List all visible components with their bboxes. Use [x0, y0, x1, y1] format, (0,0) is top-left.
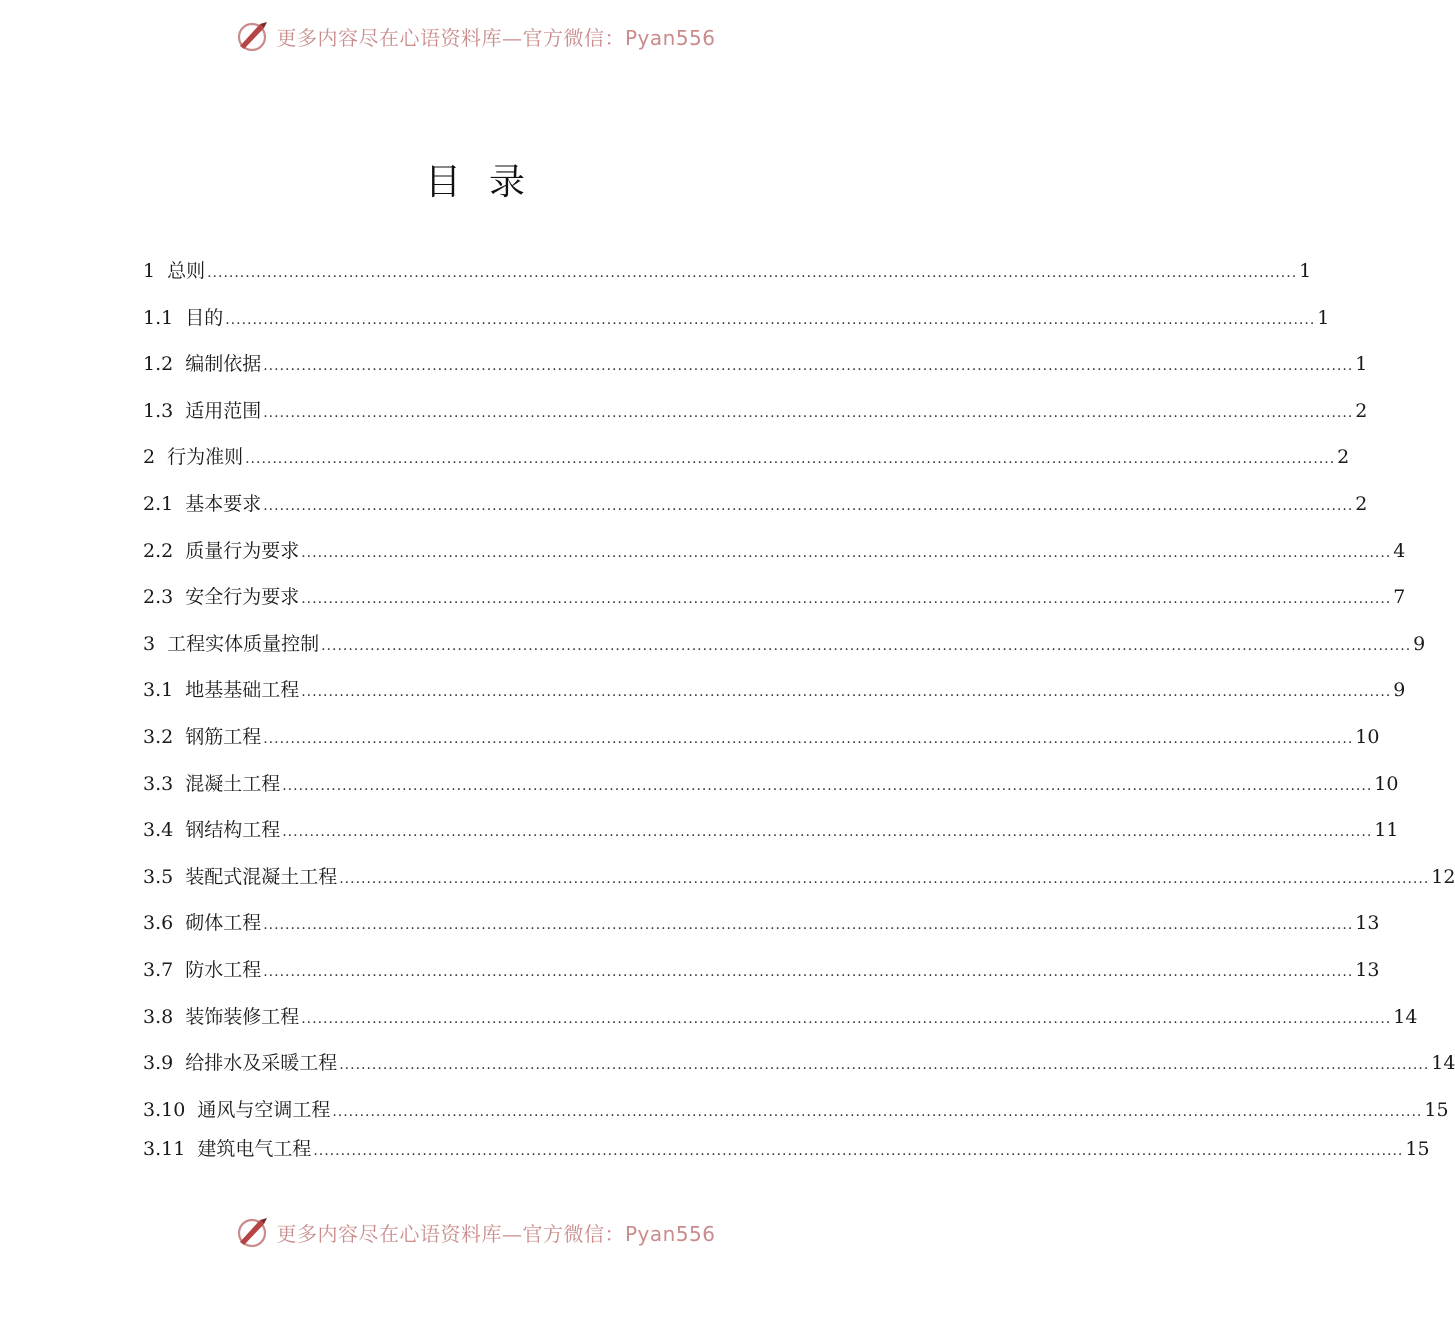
toc-entry[interactable] [143, 248, 1312, 295]
toc-leader-dots: ........................................................................................................................................................................................................ [332, 1103, 1423, 1120]
toc-entry-number: 2.2 [143, 539, 174, 562]
toc-entry-number: 2 [143, 446, 156, 469]
toc-entry-label: 目的 [185, 306, 224, 329]
toc-entry-label: 通风与空调工程 [197, 1098, 331, 1121]
toc-entry-page: 1 [1355, 353, 1368, 376]
toc-entry-number: 3.9 [143, 1052, 174, 1075]
toc-entry-number: 1 [143, 260, 156, 282]
toc-entry-page: 14 [1431, 1052, 1455, 1075]
toc-leader-dots: ........................................................................................................................................................................................................ [207, 265, 1298, 281]
toc-entry-number: 3.4 [143, 819, 174, 842]
toc-entry-label: 装饰装修工程 [185, 1005, 300, 1028]
banner-wechat-handle: Pyan556 [624, 1221, 716, 1246]
toc-entry[interactable] [143, 854, 1455, 901]
toc-entry-label: 钢结构工程 [185, 819, 281, 842]
toc-entry[interactable] [143, 714, 1380, 761]
toc-entry-number: 1.2 [143, 353, 174, 376]
toc-entry[interactable] [143, 481, 1368, 528]
toc-entry[interactable] [143, 947, 1380, 994]
pen-logo-icon [234, 18, 270, 54]
toc-leader-dots: ........................................................................................................................................................................................................ [321, 637, 1412, 654]
banner-wechat-handle: Pyan556 [624, 25, 716, 50]
toc-leader-dots: ........................................................................................................................................................................................................ [245, 451, 1336, 468]
toc-entry-label: 质量行为要求 [185, 539, 300, 562]
toc-entry-page: 1 [1299, 260, 1312, 282]
table-of-contents [143, 248, 1455, 1166]
toc-entry-number: 2.3 [143, 586, 174, 609]
toc-entry-label: 适用范围 [185, 399, 262, 422]
banner-text: 更多内容尽在心语资料库—官方微信：Pyan556 [276, 1221, 716, 1246]
toc-entry-page: 11 [1374, 819, 1399, 842]
toc-entry[interactable] [143, 434, 1350, 481]
toc-entry-page: 2 [1337, 446, 1350, 469]
toc-leader-dots: ........................................................................................................................................................................................................ [301, 591, 1392, 608]
toc-entry-label: 建筑电气工程 [197, 1138, 312, 1161]
toc-leader-dots: ........................................................................................................................................................................................................ [313, 1143, 1404, 1160]
toc-leader-dots: ........................................................................................................................................................................................................ [263, 963, 1354, 980]
toc-entry-number: 3.8 [143, 1005, 174, 1028]
toc-entry[interactable] [143, 574, 1406, 621]
toc-entry-label: 基本要求 [185, 492, 262, 515]
toc-leader-dots: ........................................................................................................................................................................................................ [282, 777, 1373, 794]
toc-entry-page: 2 [1355, 492, 1368, 515]
toc-entry-page: 13 [1355, 958, 1380, 981]
toc-entry[interactable] [143, 1133, 1430, 1166]
toc-entry-label: 砌体工程 [185, 912, 262, 935]
toc-entry[interactable] [143, 807, 1399, 854]
toc-entry-number: 3.10 [143, 1098, 186, 1121]
toc-entry-label: 总则 [167, 260, 206, 282]
toc-entry-number: 3.5 [143, 865, 174, 888]
toc-entry-page: 4 [1393, 539, 1406, 562]
toc-entry-page: 7 [1393, 586, 1406, 609]
header-banner [0, 14, 950, 58]
toc-entry-label: 防水工程 [185, 958, 262, 981]
toc-entry-number: 3.1 [143, 679, 174, 702]
toc-leader-dots: ........................................................................................................................................................................................................ [263, 917, 1354, 934]
toc-entry-label: 装配式混凝土工程 [185, 865, 338, 888]
toc-entry[interactable] [143, 388, 1368, 435]
toc-entry-page: 14 [1393, 1005, 1418, 1028]
toc-leader-dots: ........................................................................................................................................................................................................ [301, 544, 1392, 561]
toc-entry-label: 钢筋工程 [185, 725, 262, 748]
toc-entry[interactable] [143, 667, 1406, 714]
toc-entry-label: 安全行为要求 [185, 586, 300, 609]
toc-entry[interactable] [143, 900, 1380, 947]
toc-entry-label: 行为准则 [167, 446, 244, 469]
toc-entry-number: 3.6 [143, 912, 174, 935]
toc-entry-label: 工程实体质量控制 [167, 632, 320, 655]
toc-entry[interactable] [143, 528, 1406, 575]
toc-entry-page: 15 [1405, 1138, 1430, 1161]
toc-entry-label: 编制依据 [185, 353, 262, 376]
toc-entry-number: 2.1 [143, 492, 174, 515]
toc-entry-number: 3.2 [143, 725, 174, 748]
toc-entry-page: 9 [1393, 679, 1406, 702]
toc-leader-dots: ........................................................................................................................................................................................................ [339, 1057, 1430, 1074]
toc-leader-dots: ........................................................................................................................................................................................................ [225, 311, 1316, 328]
page-title: 目录 [424, 162, 553, 203]
toc-leader-dots: ........................................................................................................................................................................................................ [301, 684, 1392, 701]
banner-text: 更多内容尽在心语资料库—官方微信：Pyan556 [276, 25, 716, 50]
toc-entry-page: 10 [1355, 725, 1380, 748]
toc-entry-page: 9 [1413, 632, 1426, 655]
pen-logo-icon [234, 1214, 270, 1250]
toc-leader-dots: ........................................................................................................................................................................................................ [263, 497, 1354, 514]
toc-entry-page: 10 [1374, 772, 1399, 795]
toc-entry-number: 3 [143, 632, 156, 655]
toc-entry-page: 15 [1424, 1098, 1449, 1121]
toc-entry-number: 3.3 [143, 772, 174, 795]
toc-entry-label: 混凝土工程 [185, 772, 281, 795]
toc-leader-dots: ........................................................................................................................................................................................................ [301, 1010, 1392, 1027]
toc-entry-label: 地基基础工程 [185, 679, 300, 702]
toc-leader-dots: ........................................................................................................................................................................................................ [263, 358, 1354, 375]
toc-entry-number: 1.3 [143, 399, 174, 422]
toc-entry[interactable] [143, 295, 1330, 342]
toc-entry-page: 13 [1355, 912, 1380, 935]
toc-entry-number: 3.11 [143, 1138, 186, 1161]
toc-entry-page: 2 [1355, 399, 1368, 422]
toc-entry[interactable] [143, 341, 1368, 388]
toc-entry-label: 给排水及采暖工程 [185, 1052, 338, 1075]
footer-banner [0, 1210, 950, 1254]
toc-entry[interactable] [143, 994, 1418, 1041]
toc-leader-dots: ........................................................................................................................................................................................................ [263, 730, 1354, 747]
toc-entry-page: 1 [1317, 306, 1330, 329]
toc-entry[interactable] [143, 761, 1399, 808]
toc-entry[interactable] [143, 621, 1426, 668]
toc-entry-number: 1.1 [143, 306, 174, 329]
toc-leader-dots: ........................................................................................................................................................................................................ [339, 870, 1430, 887]
toc-entry-number: 3.7 [143, 958, 174, 981]
toc-leader-dots: ........................................................................................................................................................................................................ [282, 824, 1373, 841]
toc-leader-dots: ........................................................................................................................................................................................................ [263, 404, 1354, 421]
toc-entry-page: 12 [1431, 865, 1455, 888]
toc-entry[interactable] [143, 1040, 1455, 1087]
toc-entry[interactable] [143, 1087, 1449, 1134]
